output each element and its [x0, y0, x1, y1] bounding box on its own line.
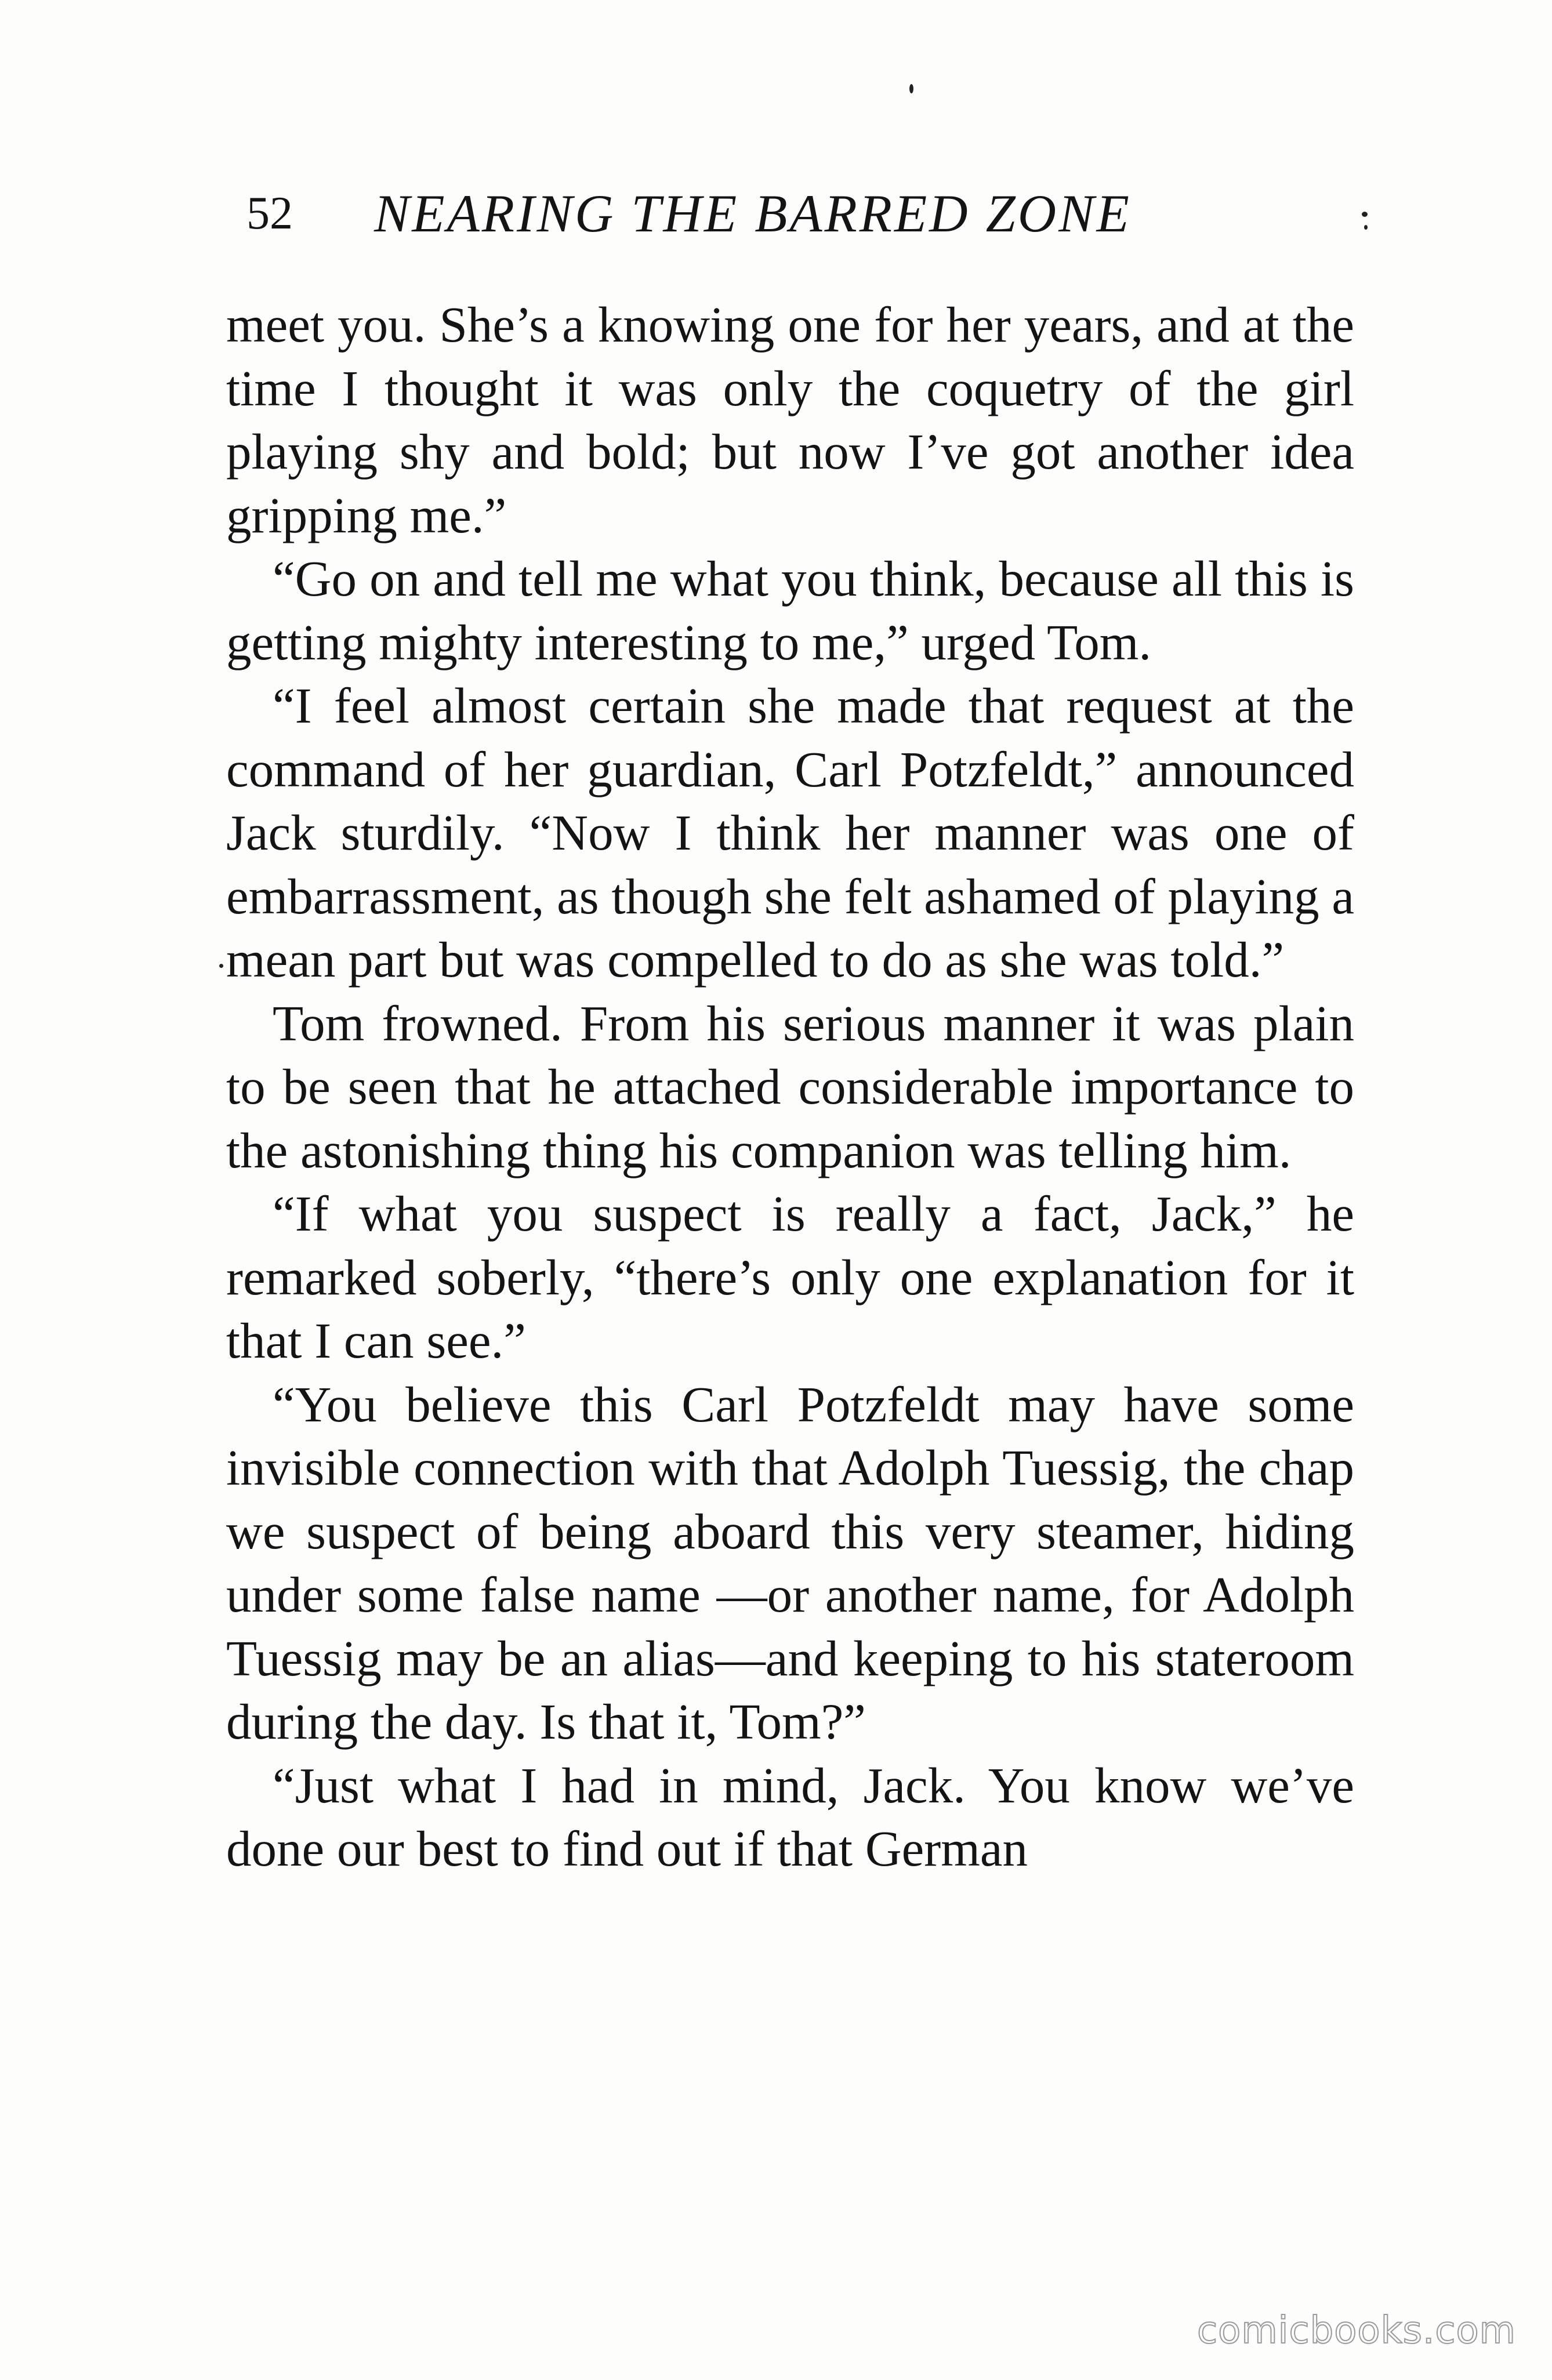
page-number: 52 — [246, 188, 293, 239]
paragraph: “I feel almost certain she made that request at the command of her guardian, Carl Potzfeldt,” announced Jack sturdily. “Now I think her manner was one of embarrassment, as though she felt ashamed of playing a mean part but was compelled to do as she was told.” — [226, 677, 1354, 988]
paragraph: “You believe this Carl Potzfeldt may have some invisible connection with that Adolph Tuessig, the chap we suspect of being aboard this very steamer, hiding under some false name —or another name, for Adolph Tuessig may be an alias—and keeping to his stateroom during the day. Is that it, Tom?” — [226, 1376, 1354, 1750]
scan-speck — [909, 84, 913, 93]
page-header — [246, 174, 1377, 255]
paragraph: “If what you suspect is really a fact, Jack,” he remarked soberly, “there’s only one explanation for it that I can see.” — [226, 1185, 1354, 1369]
scan-speck — [219, 964, 223, 968]
body-text — [226, 293, 1354, 1881]
scan-speck — [1364, 225, 1368, 230]
paragraph: Tom frowned. From his serious manner it was plain to be seen that he attached considerable importance to the astonishing thing his companion was telling him. — [226, 995, 1354, 1178]
scan-speck — [1362, 212, 1368, 217]
running-title: NEARING THE BARRED ZONE — [374, 184, 1132, 243]
watermark-logo: comicbooks.com — [1196, 2309, 1516, 2352]
paragraph: “Go on and tell me what you think, because all this is getting mighty interesting to me,” urged Tom. — [226, 550, 1354, 670]
paragraph-continued: meet you. She’s a knowing one for her years, and at the time I thought it was only the coquetry of the girl playing shy and bold; but now I’ve got another idea gripping me.” — [226, 296, 1354, 543]
paragraph: “Just what I had in mind, Jack. You know we’ve done our best to find out if that German — [226, 1757, 1354, 1877]
